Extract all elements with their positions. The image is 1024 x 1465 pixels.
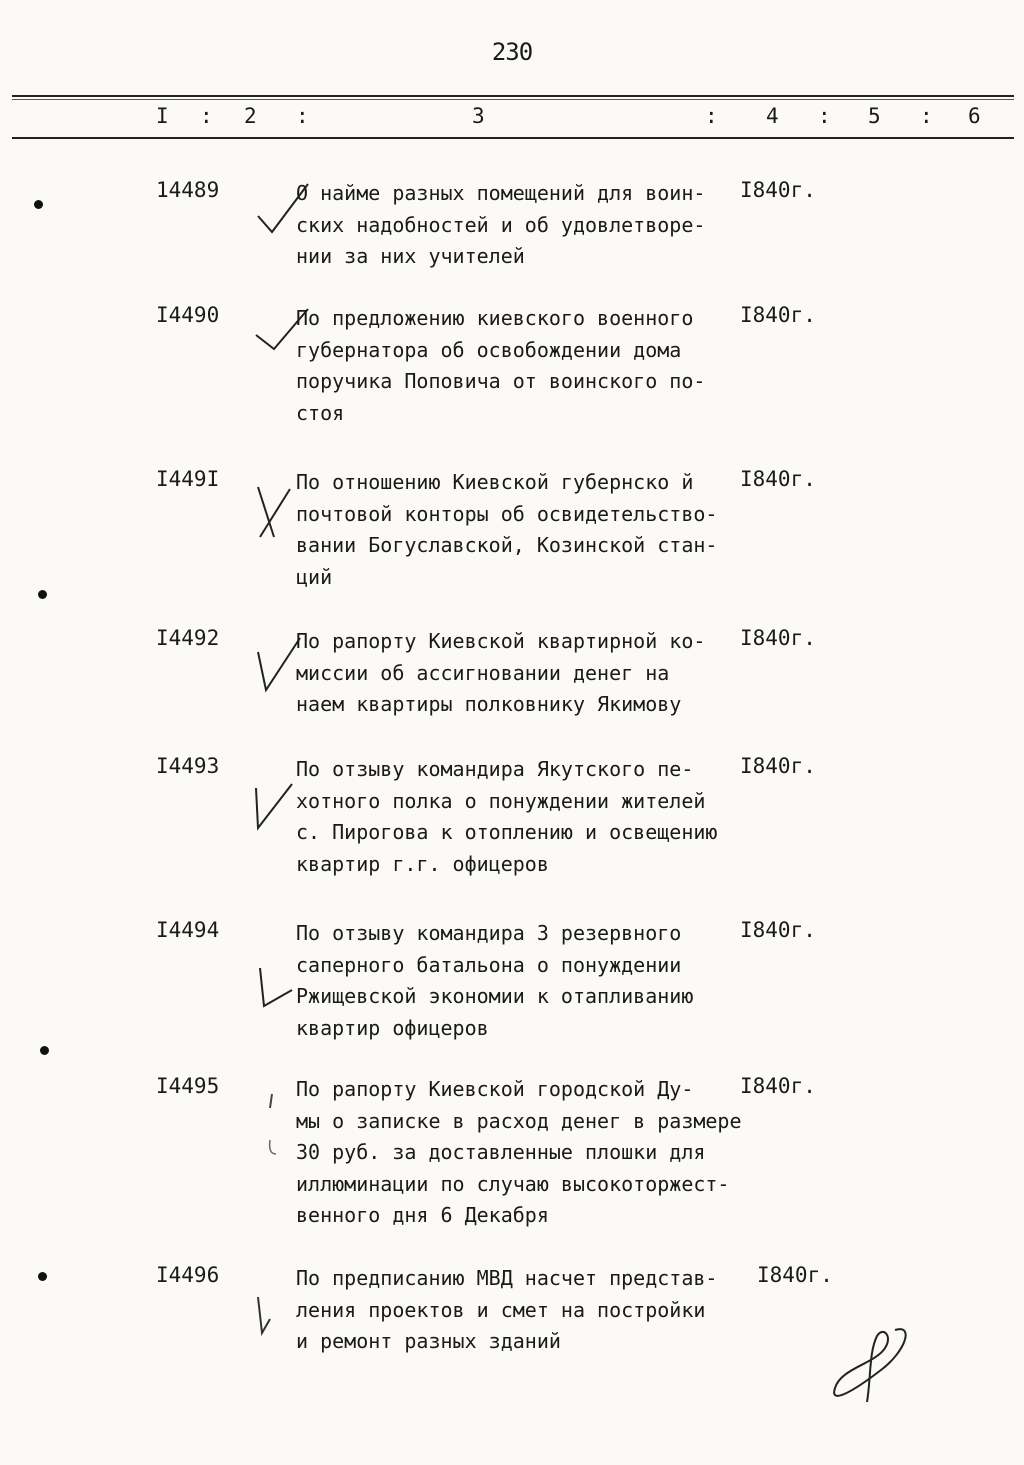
record-year: I840г. [740,918,816,942]
column-head-1: I [156,104,169,128]
record-year: I840г. [740,178,816,202]
record-description: По рапорту Киевской квартирной ко- миссии об ассигновании денег на наем квартиры полковнику Якимову [296,629,706,716]
column-separator: : [200,104,213,128]
column-separator: : [920,104,933,128]
header-rule-top-thin [12,99,1014,100]
record-number: I4492 [156,626,220,650]
record-description: По отношению Киевской губернско й почтовой конторы об освидетельство- вании Богуславской, Козинской стан- ций [296,470,718,589]
column-head-3: 3 [472,104,485,128]
record-year: I840г. [740,626,816,650]
margin-dot [40,1046,49,1055]
record-year: I840г. [740,467,816,491]
record-number: 14489 [156,178,220,202]
column-head-2: 2 [244,104,257,128]
record-number: I4495 [156,1074,220,1098]
record-year: I840г. [740,1074,816,1098]
header-rule-top [12,95,1014,97]
header-rule-bottom [12,137,1014,139]
column-head-4: 4 [766,104,779,128]
column-separator: : [818,104,831,128]
record-number: I4496 [156,1263,220,1287]
column-separator: : [296,104,309,128]
record-description: По отзыву командира Якутского пе- хотного полка о понуждении жителей с. Пирогова к отоплению и освещению квартир г.г. офицеров [296,757,718,876]
column-separator: : [705,104,718,128]
record-description: По предписанию МВД насчет представ- ления проектов и смет на постройки и ремонт разных зданий [296,1266,718,1353]
record-description: По рапорту Киевской городской Ду- мы о записке в расход денег в размере 30 руб. за доставленные плошки для иллюминации по случаю высокоторжест- венного дня 6 Декабря [296,1077,742,1227]
handwritten-signature-icon [825,1322,915,1412]
margin-dot [38,590,47,599]
record-year: I840г. [740,754,816,778]
margin-dot [34,200,43,209]
record-description: О найме разных помещений для воин- ских надобностей и об удовлетворе- нии за них учителей [296,181,706,268]
record-year: I840г. [757,1263,833,1287]
record-description: По отзыву командира 3 резервного саперного батальона о понуждении Ржищевской экономии к отапливанию квартир офицеров [296,921,694,1040]
column-head-6: 6 [968,104,981,128]
page-number: 230 [491,38,533,66]
column-head-5: 5 [868,104,881,128]
record-number: I4494 [156,918,220,942]
record-number: I4490 [156,303,220,327]
record-number: I4493 [156,754,220,778]
record-description: По предложению киевского военного губернатора об освобождении дома поручика Поповича от воинского по- стоя [296,306,706,425]
record-year: I840г. [740,303,816,327]
margin-dot [38,1272,47,1281]
record-number: I449I [156,467,220,491]
